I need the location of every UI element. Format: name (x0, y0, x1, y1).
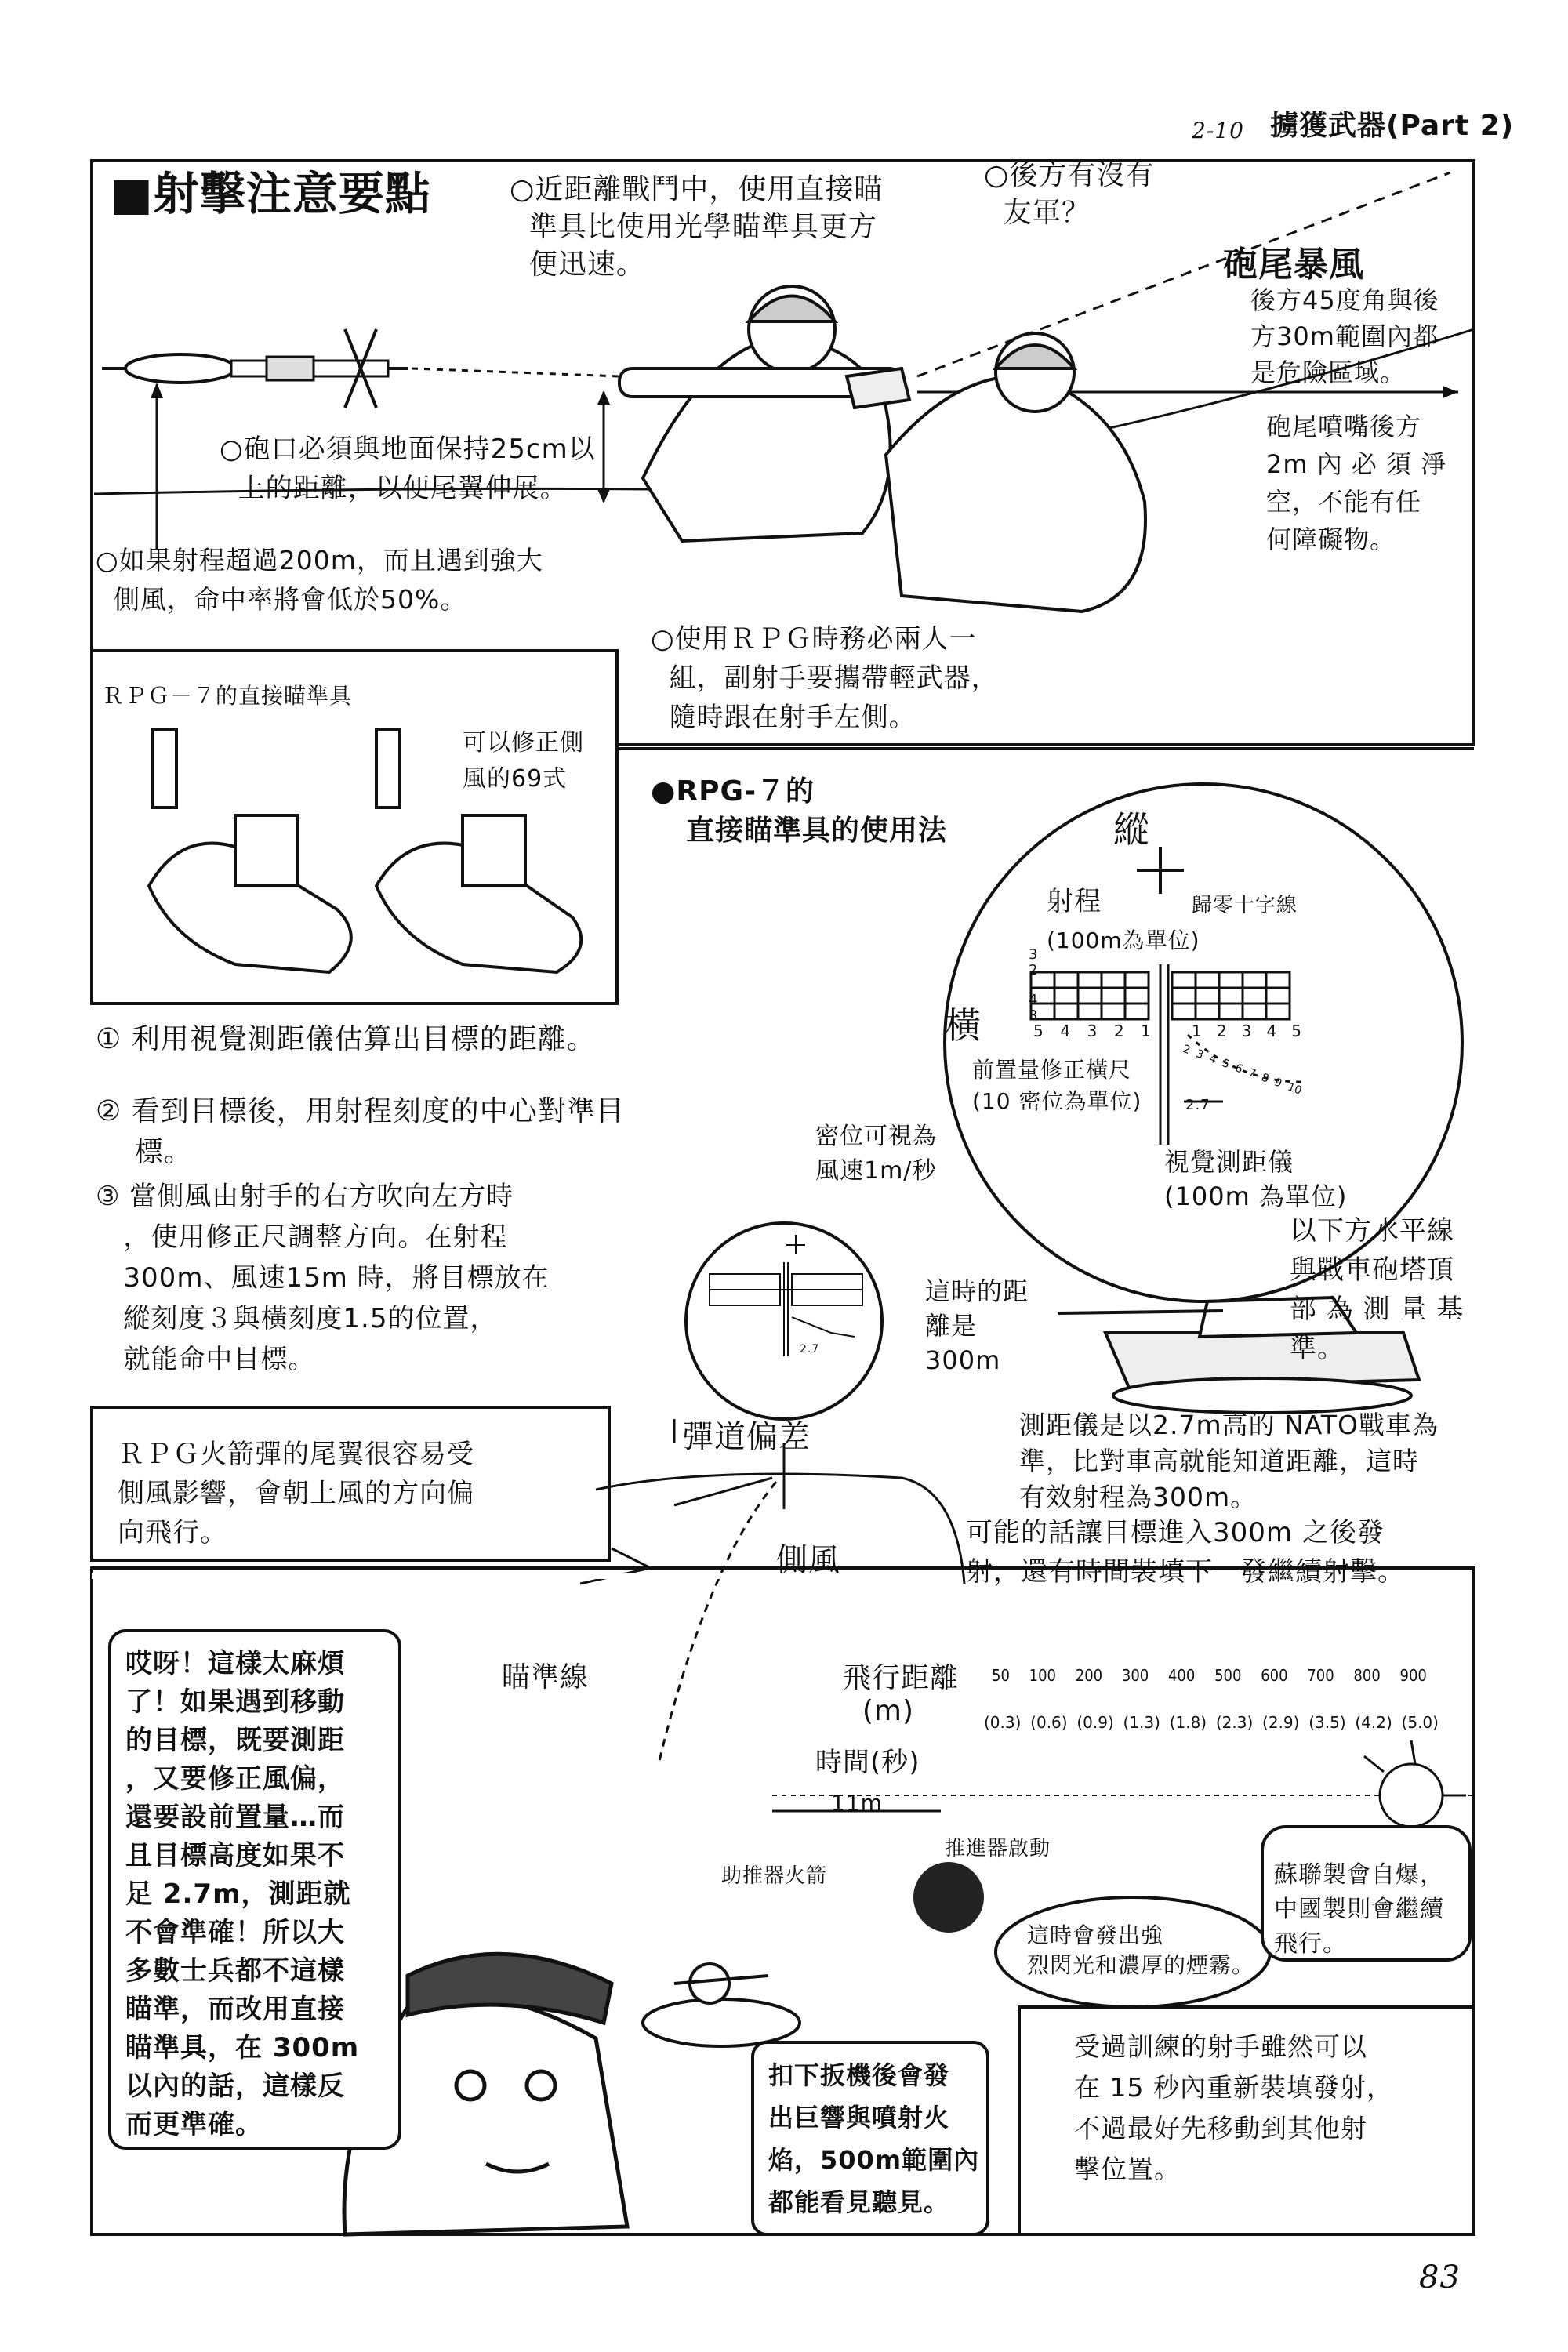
self-destruct-note: 蘇聯製會自爆， 中國製則會繼續 飛行。 (1274, 1861, 1444, 1958)
reticle-horizontal-label: 橫 (945, 1004, 982, 1047)
rangefinder-base: 2.7 (1185, 1097, 1210, 1113)
type69-note: 可以修正側 風的69式 (463, 729, 584, 793)
deviation-arrow (674, 1478, 772, 1505)
usage-step-2: ② 看到目標後，用射程刻度的中心對準目 標。 (96, 1095, 625, 1168)
smoke-cloud (913, 1862, 984, 1933)
distance-ticks: 50 100 200 300 400 500 600 700 800 900 (992, 1666, 1427, 1685)
rangefinder-label: 視覺測距儀 (1164, 1147, 1294, 1177)
trajectory-dash (412, 368, 619, 376)
rangefinder-numbers: 2 3 4 5 6 7 8 9 10 (1181, 1043, 1304, 1098)
flash-smoke-note: 這時會發出強 烈閃光和濃厚的煙霧。 (1027, 1922, 1255, 1978)
soldier-speech-text: 哎呀！這樣太麻煩 了！如果遇到移動 的目標，既要測距 ，又要修正風偏， 還要設前置量…而 且目標高度如果不 足 2.7m，測距就 不會準確！所以大 多數士兵都不這樣 瞄準，而改用直接 瞄準具，在 300m 以內的話，這樣反 而更準確。 (125, 1648, 360, 2140)
usage-heading-line1: ●RPG-７的 (651, 775, 815, 808)
distance-300m-note: 這時的距 離是 300m (925, 1276, 1029, 1375)
reticle-lead-scale-label: 前置量修正橫尺 (972, 1057, 1132, 1083)
tail-crosswind-note: ＲＰＧ火箭彈的尾翼很容易受 側風影響，會朝上風的方向偏 向飛行。 (118, 1439, 474, 1548)
usage-step-3: ③ 當側風由射手的右方吹向左方時 ，使用修正尺調整方向。在射程 300m、風速15m 時，將目標放在 縱刻度３與橫刻度1.5的位置， 就能命中目標。 (96, 1181, 550, 1375)
crosswind-label: 側風 (776, 1542, 840, 1578)
reticle-range-label: 射程 (1047, 886, 1102, 917)
soldiers-illustration (619, 286, 1145, 612)
reticle-left-ticks: 5 4 3 2 1 (1033, 1022, 1151, 1040)
usage-step-1: ① 利用視覺測距儀估算出目標的距離。 (96, 1023, 596, 1055)
small-reticle-base: 2.7 (800, 1343, 820, 1356)
arming-distance-label: 11m (831, 1790, 883, 1816)
flight-time-ticks: (0.3) (0.6) (0.9) (1.3) (1.8) (2.3) (2.9) (3.5) (4.2) (5.0) (984, 1713, 1439, 1732)
friendly-behind-note: ○後方有沒有 友軍？ (984, 159, 1155, 229)
reticle-range-unit: (100m為單位) (1047, 927, 1200, 953)
reload-reposition-note: 受過訓練的射手雖然可以 在 15 秒內重新裝填發射， 不過最好先移動到其他射 擊位置。 (1074, 2031, 1393, 2184)
horizon-note: 以下方水平線 與戰車砲塔頂 部 為 測 量 基 準。 (1290, 1215, 1465, 1364)
sustainer-ignition-label: 推進器啟動 (945, 1837, 1051, 1860)
section-number: 2-10 (1192, 118, 1244, 143)
page-title: ■射擊注意要點 (110, 167, 431, 220)
flight-distance-label: 飛行距離 (m) (843, 1662, 960, 1727)
direct-sight-title: ＲＰＧ－７的直接瞄準具 (102, 683, 353, 709)
time-label: 時間(秒) (815, 1747, 920, 1778)
two-man-team-text: ○使用ＲＰＧ時務必兩人一 組，副射手要攜帶輕武器， 隨時跟在射手左側。 (651, 623, 999, 733)
backblast-title: 砲尾暴風 (1223, 245, 1364, 285)
small-reticle-grid (710, 1235, 862, 1356)
crosswind-accuracy-text: ○如果射程超過200m，而且遇到強大 側風，命中率將會低於50%。 (96, 545, 543, 615)
nozzle-clearance-text: 砲尾噴嘴後方 2m 內 必 須 淨 空，不能有任 何障礙物。 (1266, 412, 1447, 554)
direct-sight-note: ○近距離戰鬥中，使用直接瞄 準具比使用光學瞄準具更方 便迅速。 (510, 173, 884, 281)
reticle-zero-cross-label: 歸零十字線 (1192, 894, 1298, 917)
engage-300m-advice: 可能的話讓目標進入300m 之後發 射，還有時間裝填下一發繼續射擊。 (966, 1517, 1405, 1588)
muzzle-height-text: ○砲口必須與地面保持25cm以 上的距離，以便尾翼伸展。 (220, 434, 596, 504)
gunner-in-foxhole (643, 1964, 800, 2046)
page-header-title: 擄獲武器(Part 2) (1270, 110, 1515, 142)
aim-line-label: 瞄準線 (502, 1661, 590, 1693)
deviation-label: 彈道偏差 (682, 1419, 811, 1455)
backblast-text: 後方45度角與後 方30m範圍內都 是危險區域。 (1250, 285, 1439, 387)
page-number: 83 (1419, 2259, 1461, 2296)
usage-heading-line2: 直接瞄準具的使用法 (686, 815, 948, 847)
nato-rangefinder-note: 測距儀是以2.7m高的 NATO戰車為 準，比對車高就能知道距離，這時 有效射程為300m。 (1019, 1410, 1439, 1512)
trigger-blast-note: 扣下扳機後會發 出巨響與噴射火 焰，500m範圍內 都能看見聽見。 (768, 2060, 980, 2217)
rocket-path (659, 1482, 776, 1764)
rangefinder-unit: (100m 為單位) (1164, 1181, 1348, 1211)
reticle-lead-unit: (10 密位為單位) (972, 1088, 1142, 1114)
reticle-vertical-label: 縱 (1113, 808, 1150, 851)
booster-rocket-label: 助推器火箭 (721, 1864, 828, 1888)
reticle-right-ticks: 1 2 3 4 5 (1192, 1022, 1301, 1040)
rpg-round-illustration (102, 329, 408, 408)
mil-wind-note: 密位可視為 風速1m/秒 (815, 1123, 937, 1185)
reticle-vertical-ticks: 3 2 4 3 (1029, 946, 1038, 1024)
